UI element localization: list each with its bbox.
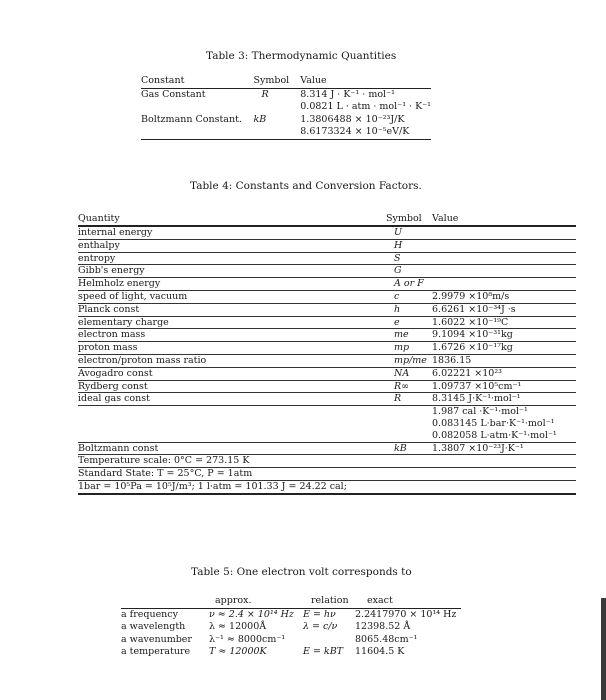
table3-cell-value: 8.6173324 × 10⁻⁵eV/K [300,126,431,139]
table4-cell-quantity [78,406,386,418]
table4 [78,212,576,495]
table4-cell-quantity: enthalpy [78,239,386,252]
table-row [78,252,576,265]
table-row [78,354,576,367]
table-row [141,101,431,114]
table4-cell-symbol: R∞ [386,380,432,393]
table3-cell-value: 0.0821 L · atm · mol⁻¹ · K⁻¹ [300,101,431,112]
table5-cell-label: a frequency [121,608,178,620]
table-row [78,239,576,252]
table5-cell-exact: 11604.5 K [355,646,405,657]
table4-cell-symbol: me [386,329,432,342]
table-row [78,442,576,455]
table-row [78,455,576,468]
table-row [78,329,576,342]
table5-cell-exact: 2.2417970 × 10¹⁴ Hz [355,608,457,620]
table5-cell-approx: ν ≈ 2.4 × 10¹⁴ Hz [209,608,294,620]
table4-cell-symbol: kB [386,442,432,455]
table4-footer-note: Standard State: T = 25°C, P = 1atm [78,468,576,481]
table-row [141,126,431,139]
table4-cell-value: 1836.15 [432,354,576,367]
table5-cell-relation: E = kBT [303,646,344,657]
table3-cell-symbol: kB [253,113,267,125]
table5-cell-relation [303,634,355,647]
table4-cell-value: 1.987 cal ·K⁻¹·mol⁻¹ [432,406,528,418]
table3-cell-value: 8.314 J · K⁻¹ · mol⁻¹ [300,88,395,100]
table4-cell-symbol [386,406,432,418]
table3-cell-symbol [253,101,300,114]
table5 [121,595,461,659]
table3-cell-constant [141,126,253,139]
table4-cell-value [432,239,576,252]
table4-cell-quantity: ideal gas const [78,393,386,406]
table3-caption: Table 3: Thermodynamic Quantities [206,50,397,62]
scrollbar[interactable] [601,598,606,700]
table4-cell-quantity: electron mass [78,329,386,342]
table-row [141,114,431,127]
table4-cell-value: 9.1094 ×10⁻³¹kg [432,329,576,342]
table3-cell-constant: Boltzmann Constant. [141,113,242,125]
table3-cell-constant: Gas Constant [141,88,206,100]
table4-cell-value: 0.082058 L·atm·K⁻¹·mol⁻¹ [432,429,557,441]
table4-cell-value: 1.09737 ×10⁵cm⁻¹ [432,380,576,393]
table-row [78,303,576,316]
table3-cell-symbol: R [261,88,269,100]
table-row [78,380,576,393]
table4-cell-quantity: Rydberg const [78,380,386,393]
table4-cell-symbol: c [386,290,432,303]
table4-footer-note: Temperature scale: 0°C = 273.15 K [78,455,576,468]
table4-cell-value: 6.02221 ×10²³ [432,367,576,380]
table3-cell-constant [141,101,253,114]
table3-cell-value: 1.3806488 × 10⁻²³J/K [300,113,405,125]
table4-cell-quantity [78,418,386,430]
table4-cell-quantity: Planck const [78,303,386,316]
table4-cell-value [432,265,576,278]
table4-cell-symbol: H [386,239,432,252]
table4-cell-quantity: entropy [78,252,386,265]
table4-cell-symbol [386,418,432,430]
table5-cell-exact: 12398.52 Å [355,621,411,632]
table4-cell-value [432,252,576,265]
table4-cell-value: 1.6022 ×10⁻¹⁹C [432,316,576,329]
table4-cell-quantity: elementary charge [78,316,386,329]
table4-cell-quantity: speed of light, vacuum [78,290,386,303]
table4-cell-symbol: U [386,226,432,239]
table4-cell-quantity: proton mass [78,342,386,355]
table5-cell-label: a temperature [121,646,191,657]
table5-cell-relation: E = hν [303,608,336,620]
table4-cell-symbol: NA [386,367,432,380]
table4-header-value: Value [432,212,576,226]
table4-cell-quantity: Gibb's energy [78,265,386,278]
table4-cell-symbol: A or F [386,278,432,291]
table5-cell-label: a wavelength [121,621,186,632]
table4-header-symbol: Symbol [386,212,432,226]
table-row [78,430,576,442]
table5-header-relation: relation [303,595,355,608]
table4-cell-symbol: S [386,252,432,265]
table5-cell-relation: λ = c/ν [303,621,338,632]
table-row [78,265,576,278]
table-row [78,342,576,355]
table4-cell-value: 0.083145 L·bar·K⁻¹·mol⁻¹ [432,417,555,429]
table5-cell-approx: T ≈ 12000K [209,646,267,657]
table4-cell-quantity [78,430,386,442]
table4-cell-value [432,278,576,291]
table5-caption: Table 5: One electron volt corresponds to [191,566,412,578]
table3-cell-symbol [253,126,300,139]
table4-cell-quantity: Boltzmann const [78,442,386,455]
table4-header-quantity: Quantity [78,212,386,226]
table-row [78,480,576,493]
table-row [121,608,461,621]
table4-cell-quantity: internal energy [78,226,386,239]
table4-cell-value: 6.6261 ×10⁻³⁴J ·s [432,303,576,316]
table4-cell-value: 8.3145 J·K⁻¹·mol⁻¹ [432,393,576,406]
table5-header-approx: approx. [209,595,303,608]
table-row [78,418,576,430]
table-row [121,646,461,659]
table-row [78,367,576,380]
table4-cell-symbol [386,430,432,442]
table5-cell-approx: λ⁻¹ ≈ 8000cm⁻¹ [209,633,286,645]
table5-header-blank [121,595,209,608]
table-row [121,621,461,634]
table4-cell-value: 2.9979 ×10⁸m/s [432,290,576,303]
table4-caption: Table 4: Constants and Conversion Factors. [190,180,422,192]
table-row [78,393,576,406]
table4-cell-value: 1.3807 ×10⁻²³J·K⁻¹ [432,442,576,455]
table3-header-value: Value [300,75,431,88]
table-row [78,226,576,239]
table4-cell-value [432,226,576,239]
table4-cell-quantity: Avogadro const [78,367,386,380]
table5-cell-label: a wavenumber [121,633,192,645]
table4-cell-quantity: electron/proton mass ratio [78,354,386,367]
table-row [121,634,461,647]
table4-cell-quantity: Helmholz energy [78,278,386,291]
table5-cell-exact: 8065.48cm⁻¹ [355,633,418,645]
table4-cell-symbol: G [386,265,432,278]
table5-header-exact: exact [355,595,461,608]
table-row [78,316,576,329]
table4-cell-symbol: R [386,393,432,406]
table-row [78,290,576,303]
table3-header-symbol: Symbol [253,75,300,88]
table-row [78,278,576,291]
table4-cell-symbol: h [386,303,432,316]
table4-cell-symbol: mp/me [386,354,432,367]
table-row [78,468,576,481]
table4-cell-symbol: e [386,316,432,329]
table4-cell-symbol: mp [386,342,432,355]
table4-footer-note: 1bar = 10⁵Pa = 10⁵J/m³; 1 l·atm = 101.33 J = 24.22 cal; [78,480,576,493]
table-row [141,88,431,101]
table5-cell-approx: λ ≈ 12000Å [209,621,267,632]
table3-header-constant: Constant [141,75,253,88]
table4-cell-value: 1.6726 ×10⁻¹⁷kg [432,342,576,355]
table-row [78,406,576,418]
table3 [141,75,431,140]
